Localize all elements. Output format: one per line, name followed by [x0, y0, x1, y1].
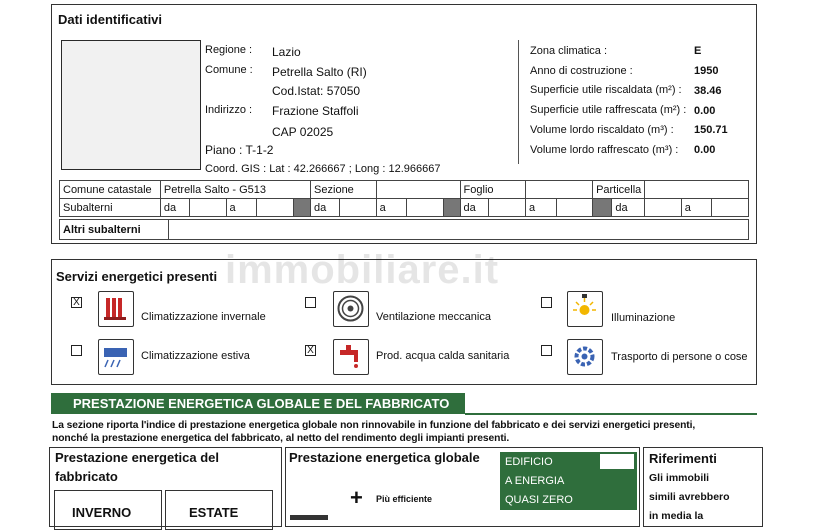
da-value	[489, 199, 526, 217]
checkbox-climatizzazione-invernale[interactable]: X	[71, 297, 82, 308]
faucet-icon	[333, 339, 369, 375]
da-label: da	[460, 199, 489, 217]
a-label: a	[376, 199, 407, 217]
sup-risc-label: Superficie utile riscaldata (m²) :	[530, 84, 682, 96]
piu-efficiente-label: Più efficiente	[376, 494, 433, 504]
plus-icon: +	[350, 485, 363, 510]
separator-cell	[443, 199, 460, 217]
prestazione-desc-2: nonché la prestazione energetica del fabbricato, al netto del rendimento degli impianti presenti.	[52, 433, 510, 444]
subalterni-label: Subalterni	[60, 199, 161, 217]
edificio-line-2: A ENERGIA	[505, 475, 565, 487]
checkbox-ventilazione-meccanica[interactable]	[305, 297, 316, 308]
coord-value: Coord. GIS : Lat : 42.266667 ; Long : 12.966667	[205, 163, 441, 175]
air-conditioner-icon	[98, 339, 134, 375]
cap-value: CAP 02025	[272, 125, 334, 139]
vol-raff-label: Volume lordo raffrescato (m³) :	[530, 144, 679, 156]
a-label: a	[525, 199, 556, 217]
checkbox-trasporto[interactable]	[541, 345, 552, 356]
separator-cell	[294, 199, 311, 217]
indirizzo-value: Frazione Staffoli	[272, 104, 359, 118]
vol-raff-value: 0.00	[694, 144, 716, 156]
a-label: a	[681, 199, 712, 217]
da-value	[645, 199, 681, 217]
altri-subalterni-value	[169, 220, 749, 240]
fabbricato-title-2: fabbricato	[55, 469, 118, 484]
ident-title: Dati identificativi	[58, 12, 163, 27]
fan-icon	[333, 291, 369, 327]
a-label: a	[226, 199, 257, 217]
altri-subalterni-row	[60, 220, 749, 240]
da-label: da	[311, 199, 340, 217]
sup-risc-value: 38.46	[694, 85, 722, 97]
checkbox-climatizzazione-estiva[interactable]	[71, 345, 82, 356]
trasporto-label: Trasporto di persone o cose	[611, 351, 748, 363]
ventilazione-meccanica-label: Ventilazione meccanica	[376, 311, 491, 323]
a-value	[712, 199, 749, 217]
altri-subalterni-table	[59, 219, 749, 240]
comune-label: Comune :	[205, 64, 253, 76]
anno-value: 1950	[694, 65, 719, 77]
prestazione-desc-1: La sezione riporta l'indice di prestazione energetica globale non rinnovabile in funzione del fabbricato e dei servizi energetici presenti,	[52, 420, 696, 431]
sup-raff-label: Superficie utile raffrescata (m²) :	[530, 104, 687, 116]
radiator-icon	[98, 291, 134, 327]
photo-placeholder	[61, 40, 201, 170]
separator-cell	[593, 199, 612, 217]
catasto-table	[59, 180, 749, 217]
indirizzo-label: Indirizzo :	[205, 104, 253, 116]
da-value	[339, 199, 376, 217]
comune-value: Petrella Salto (RI)	[272, 65, 367, 79]
climatizzazione-invernale-label: Climatizzazione invernale	[141, 311, 266, 323]
edificio-white-box	[599, 453, 635, 470]
estate-label: ESTATE	[189, 505, 239, 520]
vol-risc-value: 150.71	[694, 124, 728, 136]
comune-catastale-label: Comune catastale	[60, 181, 161, 199]
regione-value: Lazio	[272, 45, 301, 59]
ident-divider	[518, 40, 519, 164]
zona-label: Zona climatica :	[530, 45, 608, 57]
zona-value: E	[694, 45, 702, 57]
da-value	[189, 199, 226, 217]
riferimenti-line-1: Gli immobili	[649, 472, 710, 484]
prestazione-bar-line	[465, 413, 757, 415]
a-value	[556, 199, 592, 217]
anno-label: Anno di costruzione :	[530, 65, 633, 77]
inverno-label: INVERNO	[72, 505, 132, 520]
sezione-value	[376, 181, 460, 199]
checkbox-acqua-calda[interactable]: X	[305, 345, 316, 356]
da-label: da	[160, 199, 189, 217]
vol-risc-label: Volume lordo riscaldato (m³) :	[530, 124, 674, 136]
regione-label: Regione :	[205, 44, 253, 56]
edificio-line-1: EDIFICIO	[505, 456, 553, 468]
globale-title: Prestazione energetica globale	[289, 450, 480, 465]
a-value	[407, 199, 443, 217]
altri-subalterni-label: Altri subalterni	[60, 220, 169, 240]
acqua-calda-label: Prod. acqua calda sanitaria	[376, 350, 510, 362]
riferimenti-line-3: in media la	[649, 510, 704, 522]
fabbricato-title-1: Prestazione energetica del	[55, 450, 220, 465]
servizi-title: Servizi energetici presenti	[56, 269, 218, 284]
climatizzazione-estiva-label: Climatizzazione estiva	[141, 350, 250, 362]
a-value	[257, 199, 294, 217]
piano-value: Piano : T-1-2	[205, 143, 274, 157]
riferimenti-line-2: simili avrebbero	[649, 491, 730, 503]
illuminazione-label: Illuminazione	[611, 312, 676, 324]
lightbulb-icon	[567, 291, 603, 327]
codistat-value: Cod.Istat: 57050	[272, 84, 361, 98]
foglio-value	[525, 181, 592, 199]
prestazione-bar: PRESTAZIONE ENERGETICA GLOBALE E DEL FABBRICATO	[51, 393, 465, 414]
sezione-label: Sezione	[311, 181, 377, 199]
catasto-row-2	[60, 199, 749, 217]
gear-icon	[567, 339, 603, 375]
foglio-label: Foglio	[460, 181, 525, 199]
particella-value	[645, 181, 749, 199]
particella-label: Particella	[593, 181, 645, 199]
riferimenti-title: Riferimenti	[649, 451, 717, 466]
edificio-line-3: QUASI ZERO	[505, 494, 573, 506]
checkbox-illuminazione[interactable]	[541, 297, 552, 308]
sup-raff-value: 0.00	[694, 105, 716, 117]
watermark: immobiliare.it	[225, 248, 500, 292]
da-label: da	[612, 199, 645, 217]
catasto-row-1	[60, 181, 749, 199]
comune-catastale-value: Petrella Salto - G513	[160, 181, 310, 199]
